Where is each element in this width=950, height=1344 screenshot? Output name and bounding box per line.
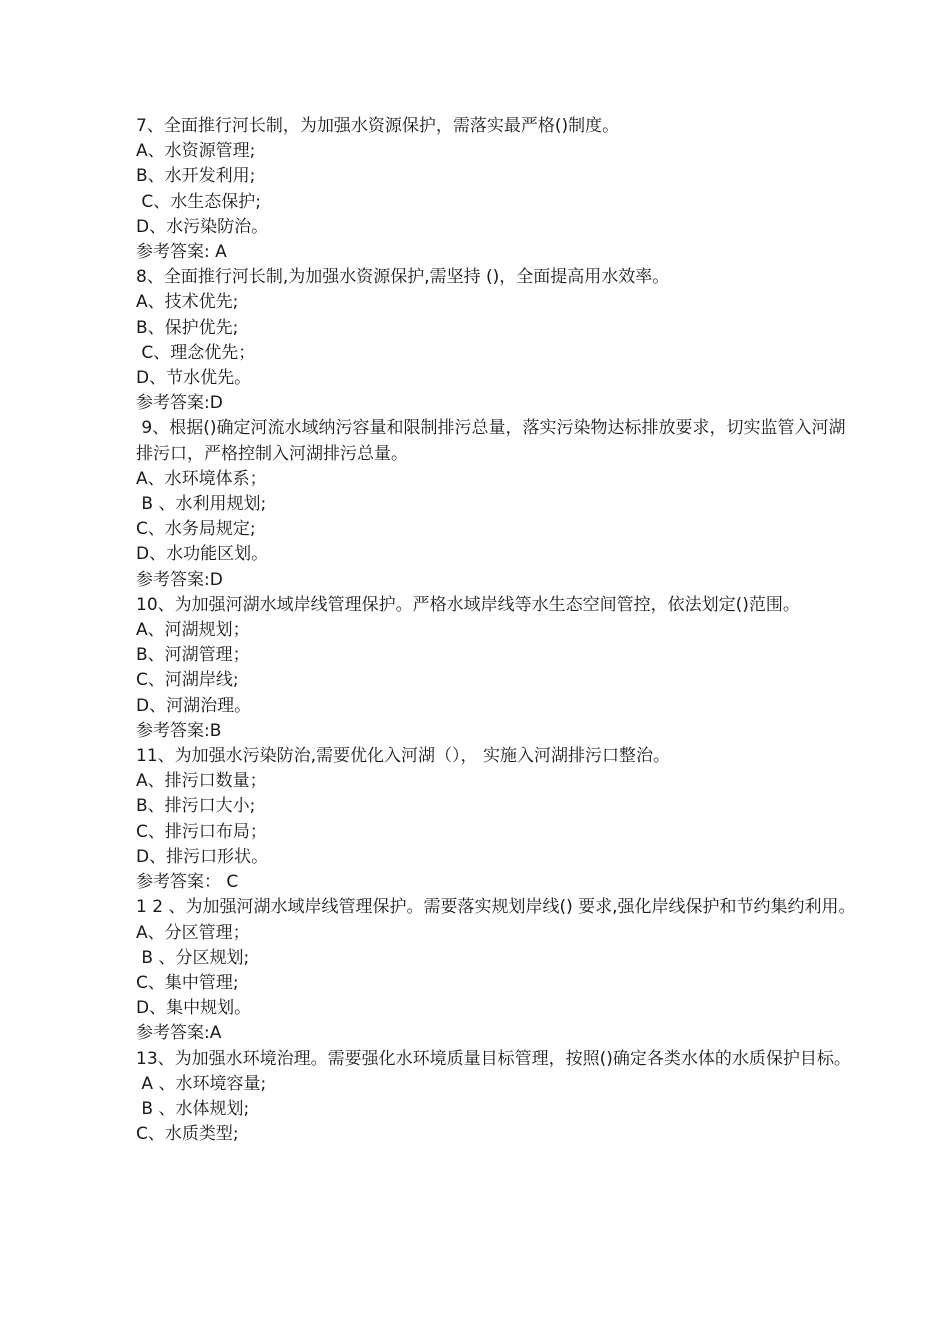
option-a: A、水环境体系；	[136, 468, 267, 489]
option-d: D、水污染防治。	[136, 216, 269, 237]
answer-line: 参考答案:D	[136, 569, 223, 590]
option-a: A、排污口数量；	[136, 771, 267, 792]
option-a: A、水资源管理;	[136, 141, 256, 162]
option-b: B 、分区规划;	[136, 947, 250, 968]
option-c: C、理念优先；	[136, 342, 256, 363]
option-c: C、集中管理;	[136, 972, 239, 993]
option-b: B、排污口大小;	[136, 796, 256, 817]
option-b: B 、水利用规划;	[136, 494, 267, 515]
option-d: D、排污口形状。	[136, 846, 269, 867]
question-stem: 10、为加强河湖水域岸线管理保护。严格水域岸线等水生态空间管控，依法划定()范围。	[136, 594, 800, 615]
answer-line: 参考答案:A	[136, 1023, 222, 1044]
question-8	[136, 265, 890, 416]
option-b: B、水开发利用;	[136, 166, 256, 187]
question-12	[136, 895, 890, 1046]
option-c: C、排污口布局；	[136, 821, 267, 842]
option-a: A 、水环境容量;	[136, 1073, 267, 1094]
question-stem: 7、全面推行河长制，为加强水资源保护，需落实最严格()制度。	[136, 116, 620, 136]
option-a: A、技术优先;	[136, 292, 239, 313]
question-stem: 9、根据()确定河流水域纳污容量和限制排污总量，落实污染物达标排放要求，切实监管入河湖排污口，严格控制入河湖排污总量。	[136, 418, 846, 464]
option-b: B、保护优先;	[136, 317, 239, 338]
answer-line: 参考答案： C	[136, 872, 239, 893]
question-stem: 8、全面推行河长制,为加强水资源保护,需坚持 ()，全面提高用水效率。	[136, 267, 670, 288]
answer-line: 参考答案:D	[136, 393, 223, 414]
question-11	[136, 744, 890, 895]
option-d: D、节水优先。	[136, 368, 252, 389]
option-d: D、水功能区划。	[136, 544, 269, 565]
question-stem: 11、为加强水污染防治,需要优化入河湖（）， 实施入河湖排污口整治。	[136, 746, 670, 767]
answer-line: 参考答案:B	[136, 720, 222, 741]
option-c: C、水质类型;	[136, 1124, 239, 1145]
question-7	[136, 114, 890, 265]
option-c: C、河湖岸线;	[136, 670, 239, 691]
option-d: D、河湖治理。	[136, 695, 252, 716]
option-c: C、水务局规定;	[136, 519, 256, 540]
option-c: C、水生态保护;	[136, 191, 262, 212]
question-stem: 1 2 、为加强河湖水域岸线管理保护。需要落实规划岸线() 要求,强化岸线保护和节约集约利用。	[136, 897, 856, 918]
question-stem: 13、为加强水环境治理。需要强化水环境质量目标管理，按照()确定各类水体的水质保护目标。	[136, 1048, 851, 1069]
option-d: D、集中规划。	[136, 998, 252, 1019]
question-10	[136, 593, 890, 744]
option-a: A、河湖规划；	[136, 620, 250, 641]
option-b: B 、水体规划;	[136, 1098, 250, 1119]
option-a: A、分区管理；	[136, 922, 250, 943]
answer-line: 参考答案: A	[136, 242, 227, 263]
question-9	[136, 416, 890, 592]
option-b: B、河湖管理；	[136, 645, 250, 666]
question-13	[136, 1047, 890, 1148]
